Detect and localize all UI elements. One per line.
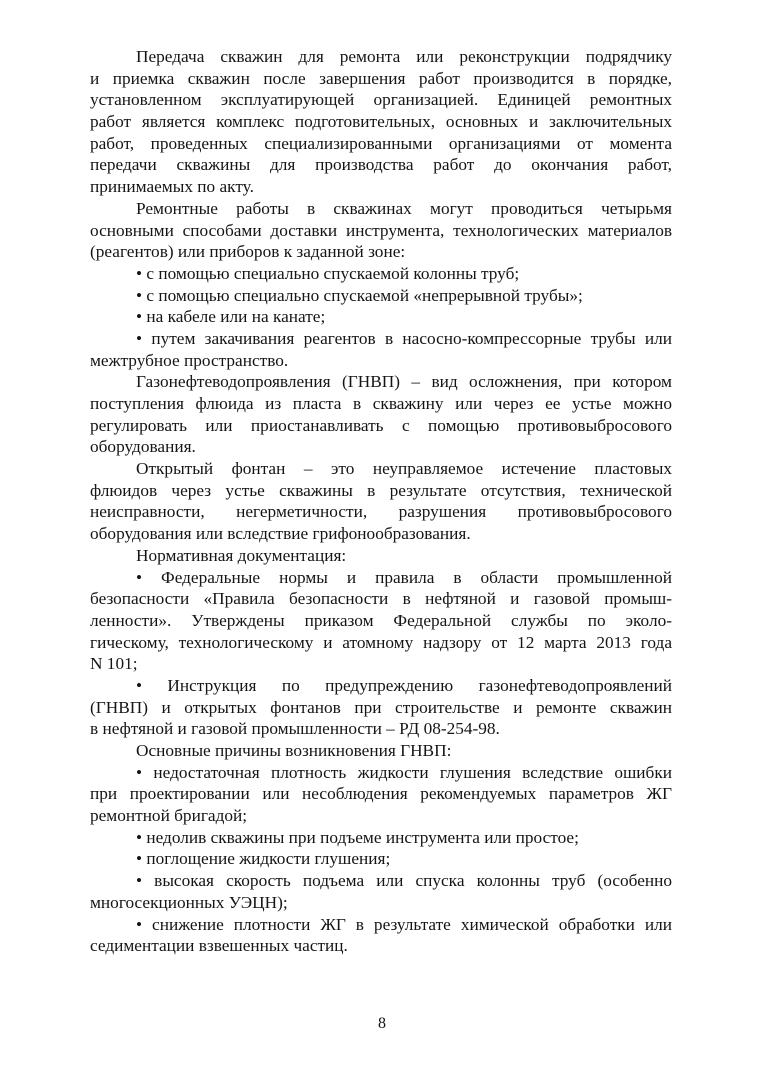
bullet-item: • с помощью специально спускаемой «непрерывной трубы»; xyxy=(136,285,583,305)
bullet-item: • Федеральные нормы и правила в области промышленной xyxy=(136,567,672,587)
text-line: при проектировании или несоблюдения рекомендуемых параметров ЖГ xyxy=(90,784,672,804)
text-line: ремонтной бригадой; xyxy=(90,806,248,826)
text-line: многосекционных УЭЦН); xyxy=(90,892,288,912)
text-line: оборудования. xyxy=(90,437,196,457)
text-line: Открытый фонтан – это неуправляемое истечение пластовых xyxy=(136,459,672,479)
document-body xyxy=(90,46,672,957)
text-line: (реагентов) или приборов к заданной зоне: xyxy=(90,242,406,262)
page-number: 8 xyxy=(378,1015,386,1032)
bullet-item: • Инструкция по предупреждению газонефтеводопроявлений xyxy=(136,675,672,695)
text-line: межтрубное пространство. xyxy=(90,350,289,370)
text-line: Передача скважин для ремонта или реконструкции подрядчику xyxy=(136,47,672,66)
bullet-item: • на кабеле или на канате; xyxy=(136,307,326,327)
text-line: гическому, технологическому и атомному надзору от 12 марта 2013 года xyxy=(90,632,672,652)
text-line: работ, проведенных специализированными организациями от момента xyxy=(90,133,672,153)
text-line: регулировать или приостанавливать с помощью противовыбросового xyxy=(90,415,672,435)
bullet-item: • недолив скважины при подъеме инструмента или простое; xyxy=(136,827,579,847)
text-line: работ является комплекс подготовительных, основных и заключительных xyxy=(90,112,672,132)
text-line: неисправности, негерметичности, разрушения противовыбросового xyxy=(90,502,672,522)
bullet-item: • с помощью специально спускаемой колонны труб; xyxy=(136,263,520,283)
bullet-item: • недостаточная плотность жидкости глушения вследствие ошибки xyxy=(136,762,672,782)
text-line: оборудования или вследствие грифонообразования. xyxy=(90,524,471,544)
text-line: передачи скважины для производства работ до окончания работ, xyxy=(90,155,672,175)
text-line: Основные причины возникновения ГНВП: xyxy=(136,741,452,760)
text-line: седиментации взвешенных частиц. xyxy=(90,936,348,956)
text-line: принимаемых по акту. xyxy=(90,177,254,197)
text-line: поступления флюида из пласта в скважину или через ее устье можно xyxy=(90,394,672,413)
text-line: N 101; xyxy=(90,654,138,674)
text-line: ленности». Утверждены приказом Федеральной службы по эколо- xyxy=(90,610,672,630)
bullet-item: • поглощение жидкости глушения; xyxy=(136,849,391,869)
text-line: в нефтяной и газовой промышленности – РД 08-254-98. xyxy=(90,719,500,739)
text-line: и приемка скважин после завершения работ производится в порядке, xyxy=(90,68,672,88)
bullet-item: • снижение плотности ЖГ в результате химической обработки или xyxy=(136,914,672,934)
text-line: установленном эксплуатирующей организацией. Единицей ремонтных xyxy=(90,90,672,110)
text-line: Ремонтные работы в скважинах могут проводиться четырьмя xyxy=(136,198,672,218)
bullet-item: • путем закачивания реагентов в насосно-компрессорные трубы или xyxy=(136,328,672,348)
bullet-item: • высокая скорость подъема или спуска колонны труб (особенно xyxy=(136,871,672,891)
text-line: безопасности «Правила безопасности в нефтяной и газовой промыш- xyxy=(90,589,672,609)
text-line: Нормативная документация: xyxy=(136,545,347,565)
text-line: основными способами доставки инструмента, технологических материалов xyxy=(90,220,672,240)
text-line: флюидов через устье скважины в результате отсутствия, технической xyxy=(90,480,672,500)
text-line: Газонефтеводопроявления (ГНВП) – вид осложнения, при котором xyxy=(136,372,672,392)
text-line: (ГНВП) и открытых фонтанов при строительстве и ремонте скважин xyxy=(90,697,672,717)
